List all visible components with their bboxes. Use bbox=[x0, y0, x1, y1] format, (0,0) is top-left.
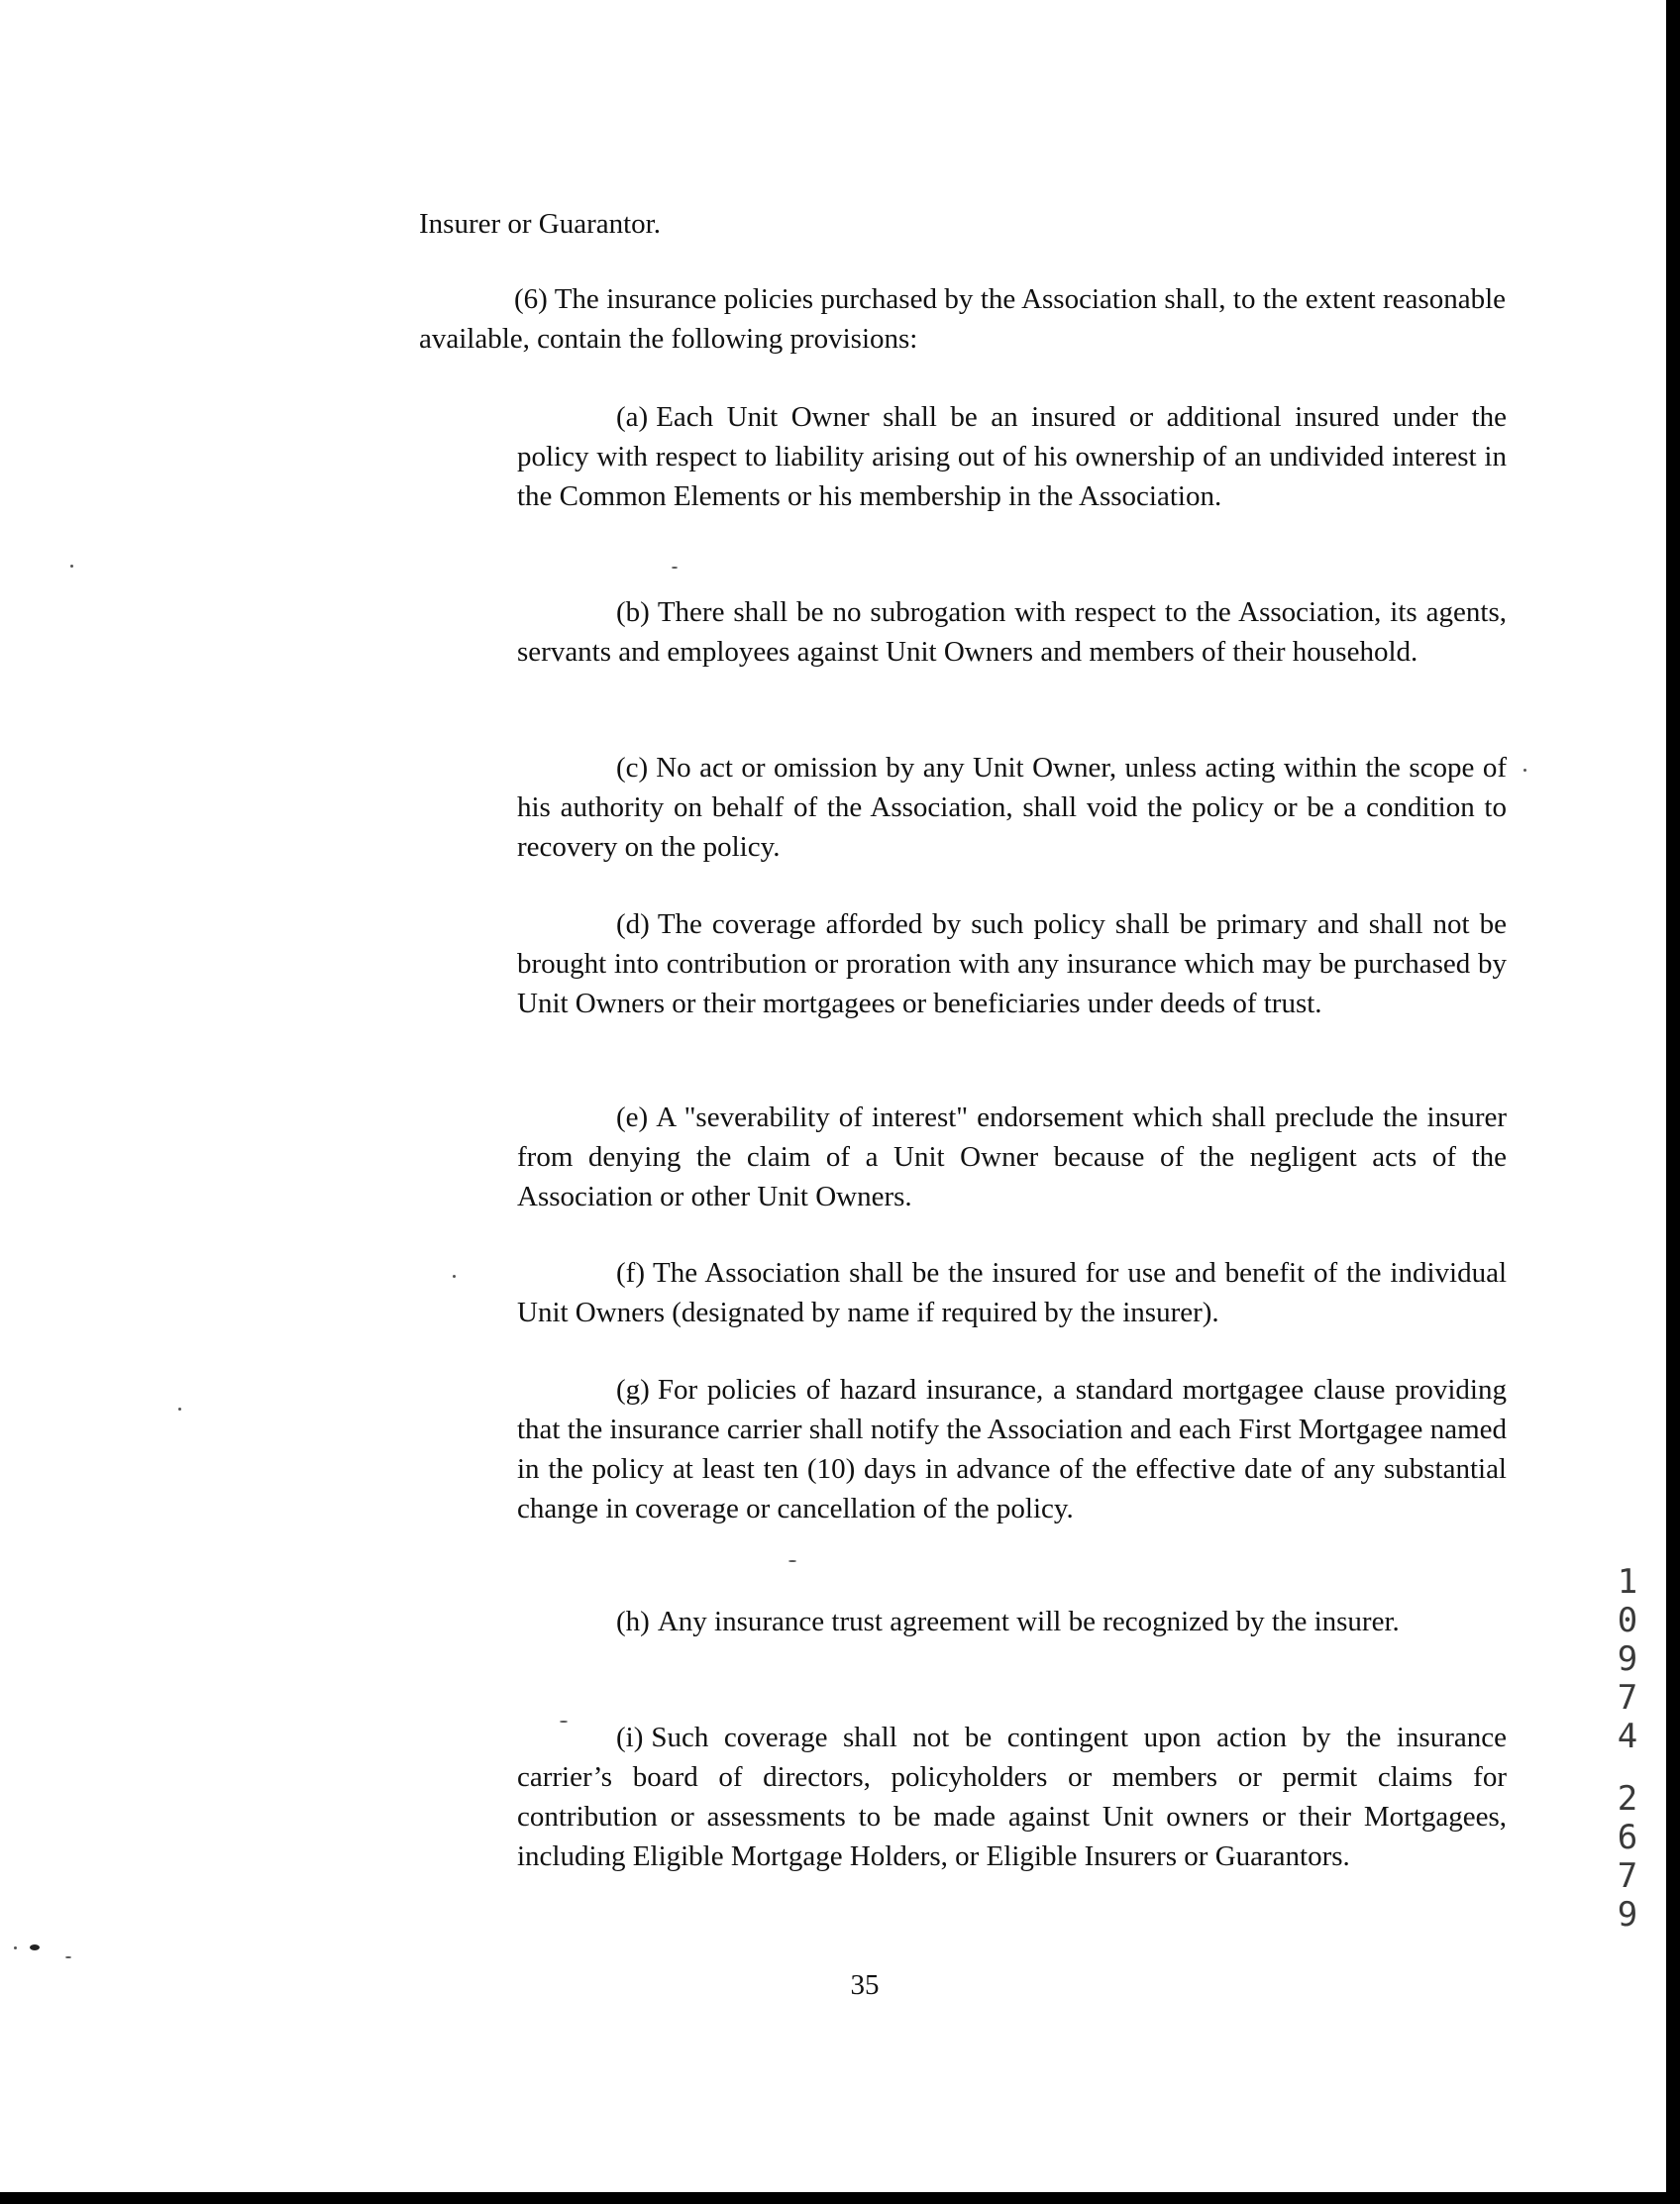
scan-speck bbox=[1523, 769, 1526, 772]
stamp-digit: 2 bbox=[1617, 1779, 1638, 1819]
scan-speck bbox=[672, 567, 678, 569]
scan-speck bbox=[14, 1946, 17, 1949]
provision-label: (g) bbox=[616, 1374, 650, 1406]
provision-f bbox=[517, 1253, 1507, 1332]
provision-i bbox=[517, 1718, 1507, 1876]
provision-label: (d) bbox=[616, 908, 650, 940]
provision-h bbox=[517, 1602, 1507, 1641]
provision-label: (b) bbox=[616, 596, 650, 628]
margin-stamp-number bbox=[1608, 1563, 1647, 1935]
provision-label: (f) bbox=[616, 1257, 645, 1289]
stamp-digit: 4 bbox=[1617, 1717, 1638, 1756]
intro-paragraph: (6) The insurance policies purchased by the Association shall, to the extent reasonable available, contain the following provisions: bbox=[419, 283, 1506, 355]
stamp-digit: 9 bbox=[1617, 1639, 1638, 1679]
stamp-digit: 7 bbox=[1617, 1856, 1638, 1896]
provision-b bbox=[517, 592, 1507, 672]
provision-d bbox=[517, 904, 1507, 1023]
provision-a bbox=[517, 397, 1507, 516]
provision-text: The Association shall be the insured for use and benefit of the individual Unit Owners (designated by name if required by the insurer). bbox=[517, 1257, 1507, 1328]
provision-text: Any insurance trust agreement will be recognized by the insurer. bbox=[657, 1606, 1400, 1637]
stamp-digit: 6 bbox=[1617, 1818, 1638, 1857]
stamp-digit: 7 bbox=[1617, 1678, 1638, 1718]
scan-speck bbox=[453, 1275, 456, 1278]
provision-text: For policies of hazard insurance, a standard mortgagee clause providing that the insurance carrier shall notify the Association and each First Mortgagee named in the policy at least ten (10) days in advance of the effective date of any substantial change in coverage or cancellation of the policy. bbox=[517, 1374, 1507, 1524]
provision-text: Such coverage shall not be contingent upon action by the insurance carrier’s board of directors, policyholders or members or permit claims for contribution or assessments to be made against Unit owners or their Mortgagees, including Eligible Mortgage Holders, or Eligible Insurers or Guarantors. bbox=[517, 1722, 1507, 1872]
provision-g bbox=[517, 1370, 1507, 1528]
scan-speck bbox=[178, 1408, 181, 1411]
provision-label: (c) bbox=[616, 752, 649, 784]
page-number: 35 bbox=[850, 1969, 880, 2001]
scan-speck bbox=[788, 1560, 796, 1562]
provision-label: (e) bbox=[616, 1102, 649, 1133]
provision-text: The coverage afforded by such policy shall be primary and shall not be brought into contribution or proration with any insurance which may be purchased by Unit Owners or their mortgagees or beneficiaries under deeds of trust. bbox=[517, 908, 1507, 1019]
stamp-digit: 9 bbox=[1617, 1895, 1638, 1935]
provision-text: Each Unit Owner shall be an insured or additional insured under the policy with respect to liability arising out of his ownership of an undivided interest in the Common Elements or his membership in the Association. bbox=[517, 401, 1507, 512]
provision-label: (i) bbox=[616, 1722, 644, 1753]
stamp-digit: 1 bbox=[1617, 1562, 1638, 1602]
provision-text: There shall be no subrogation with respect to the Association, its agents, servants and employees against Unit Owners and members of their household. bbox=[517, 596, 1507, 668]
provision-label: (a) bbox=[616, 401, 649, 433]
provision-c bbox=[517, 748, 1507, 867]
provision-label: (h) bbox=[616, 1606, 650, 1637]
provision-text: No act or omission by any Unit Owner, unless acting within the scope of his authority on behalf of the Association, shall void the policy or be a condition to recovery on the policy. bbox=[517, 752, 1507, 863]
provision-text: A "severability of interest" endorsement which shall preclude the insurer from denying the claim of a Unit Owner because of the negligent acts of the Association or other Unit Owners. bbox=[517, 1102, 1507, 1212]
continued-line: Insurer or Guarantor. bbox=[419, 208, 661, 240]
scan-speck bbox=[30, 1944, 40, 1950]
scan-speck bbox=[560, 1721, 568, 1723]
scan-speck bbox=[65, 1956, 71, 1958]
scan-speck bbox=[70, 565, 73, 568]
stamp-digit: 0 bbox=[1617, 1601, 1638, 1640]
provision-e bbox=[517, 1098, 1507, 1216]
